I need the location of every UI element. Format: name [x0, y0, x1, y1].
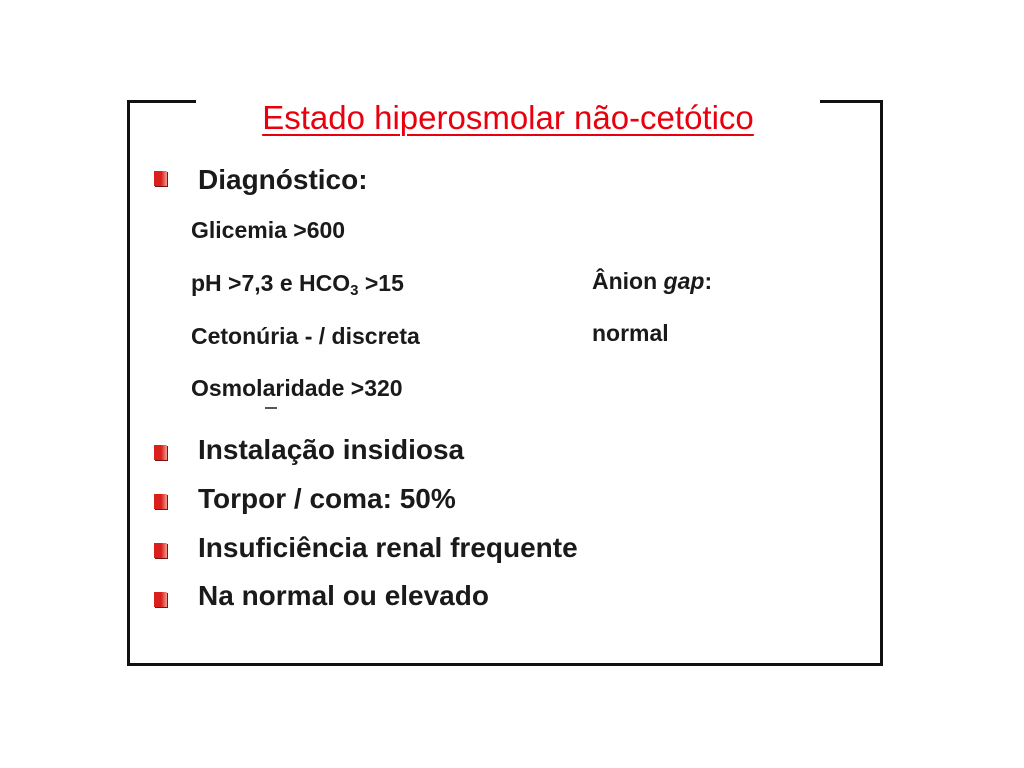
criterion-ketonuria: Cetonúria - / discreta [191, 323, 420, 349]
criterion-glycemia: Glicemia >600 [191, 217, 346, 243]
bullet-icon [154, 494, 167, 509]
anion-gap-label-colon: : [704, 268, 713, 294]
criterion-ph-prefix: pH >7,3 e HCO [191, 270, 351, 296]
bullet-icon [154, 445, 167, 460]
anion-gap-value: normal [592, 320, 669, 346]
anion-gap-label-text: Ânion [592, 268, 664, 294]
bullet-item: Torpor / coma: 50% [198, 483, 456, 514]
title-container [196, 96, 820, 150]
bullet-icon [154, 543, 167, 558]
bullet-item: Instalação insidiosa [198, 434, 465, 465]
criterion-ph-subscript: 3 [350, 282, 359, 299]
anion-gap-label-italic: gap [663, 268, 705, 294]
bullet-item: Insuficiência renal frequente [198, 532, 578, 563]
bullet-item: Na normal ou elevado [198, 580, 489, 611]
stray-mark [265, 407, 277, 409]
criterion-ph-hco3 [191, 269, 404, 305]
criterion-ph-suffix: >15 [358, 270, 404, 296]
criterion-osmolarity: Osmolaridade >320 [191, 375, 403, 401]
anion-gap-label [592, 267, 712, 295]
diagnostic-heading: Diagnóstico: [198, 164, 368, 195]
bullet-icon [154, 592, 167, 607]
bullet-icon [154, 171, 167, 186]
slide-title: Estado hiperosmolar não-cetótico [262, 99, 754, 136]
